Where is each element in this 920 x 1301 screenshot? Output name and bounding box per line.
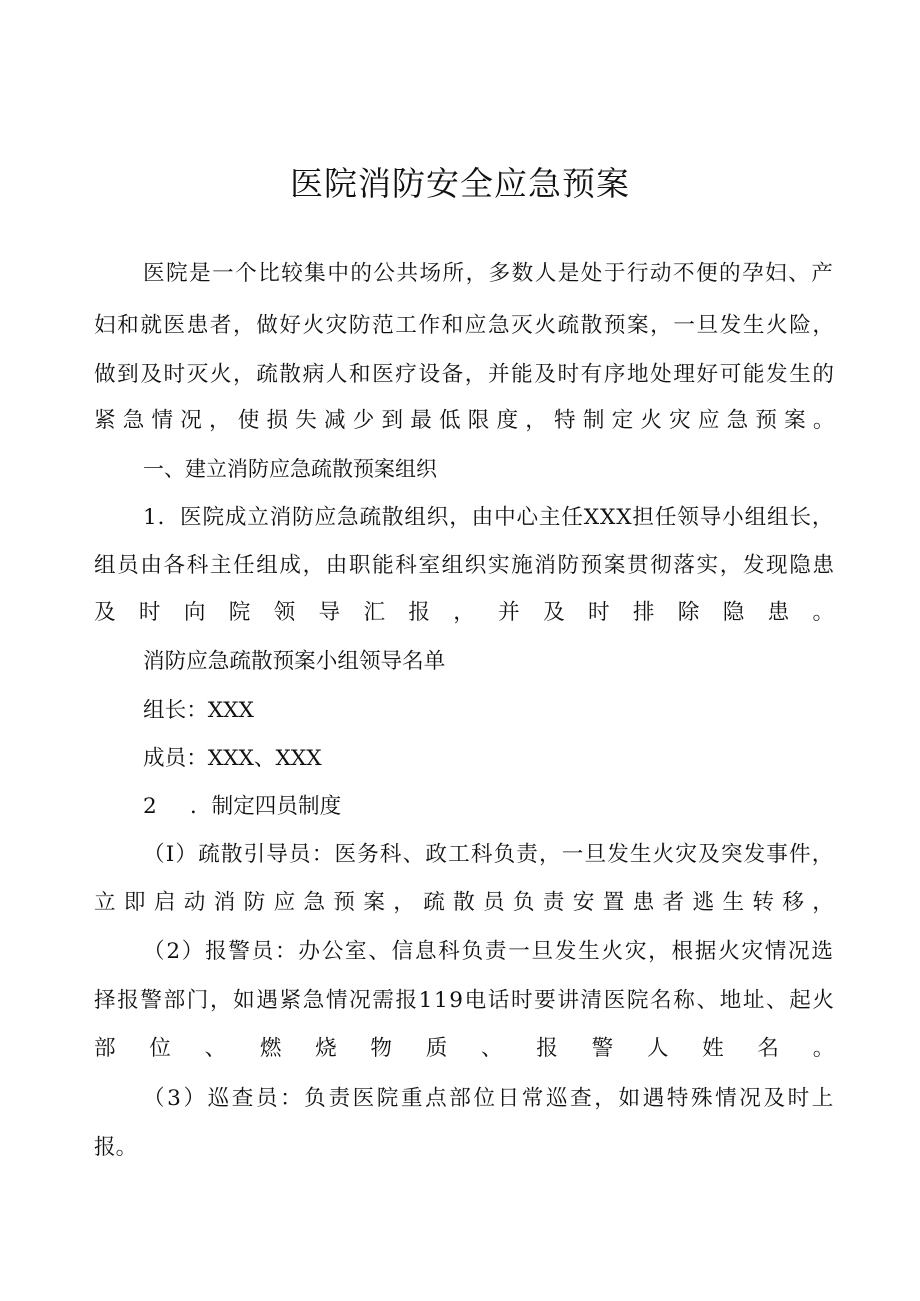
section-heading: 一、建立消防应急疏散预案组织	[143, 457, 437, 481]
duty2-line-3: 部位、燃烧物质、报警人姓名。	[94, 1036, 869, 1061]
members-line: 成员：XXX、XXX	[143, 746, 322, 771]
intro-line-3: 做到及时灭火，疏散病人和医疗设备，并能及时有序地处理好可能发生的	[94, 362, 836, 387]
duty3-line-2: 报。	[94, 1135, 138, 1160]
duty1-line-1: （I）疏散引导员：医务科、政工科负责，一旦发生火灾及突发事件，	[143, 842, 835, 867]
leader-line: 组长：XXX	[143, 698, 254, 723]
intro-line-2: 妇和就医患者，做好火灾防范工作和应急灭火疏散预案，一旦发生火险，	[94, 313, 836, 338]
duty1-line-2: 立即启动消防应急预案，疏散员负责安置患者逃生转移，	[94, 890, 843, 915]
document-title: 医院消防安全应急预案	[290, 164, 630, 203]
item1-line-1: 1．医院成立消防应急疏散组织，由中心主任XXX担任领导小组组长，	[143, 505, 835, 530]
item1-line-2: 组员由各科主任组成，由职能科室组织实施消防预案贯彻落实，发现隐患	[94, 553, 836, 578]
duty2-line-2: 择报警部门，如遇紧急情况需报119电话时要讲清医院名称、地址、起火	[94, 988, 836, 1013]
item2-text: ．制定四员制度	[190, 794, 342, 819]
duty3-line-1: （3）巡查员：负责医院重点部位日常巡查，如遇特殊情况及时上	[143, 1086, 836, 1111]
item1-line-3: 及时向院领导汇报，并及时排除隐患。	[94, 600, 858, 625]
duty2-line-1: （2）报警员：办公室、信息科负责一旦发生火灾，根据火灾情况选	[143, 939, 835, 964]
intro-line-1: 医院是一个比较集中的公共场所，多数人是处于行动不便的孕妇、产	[143, 261, 835, 286]
item2-number: 2	[143, 794, 157, 819]
intro-line-4: 紧急情况，使损失减少到最低限度，特制定火灾应急预案。	[94, 408, 842, 433]
roster-title: 消防应急疏散预案小组领导名单	[143, 649, 446, 674]
